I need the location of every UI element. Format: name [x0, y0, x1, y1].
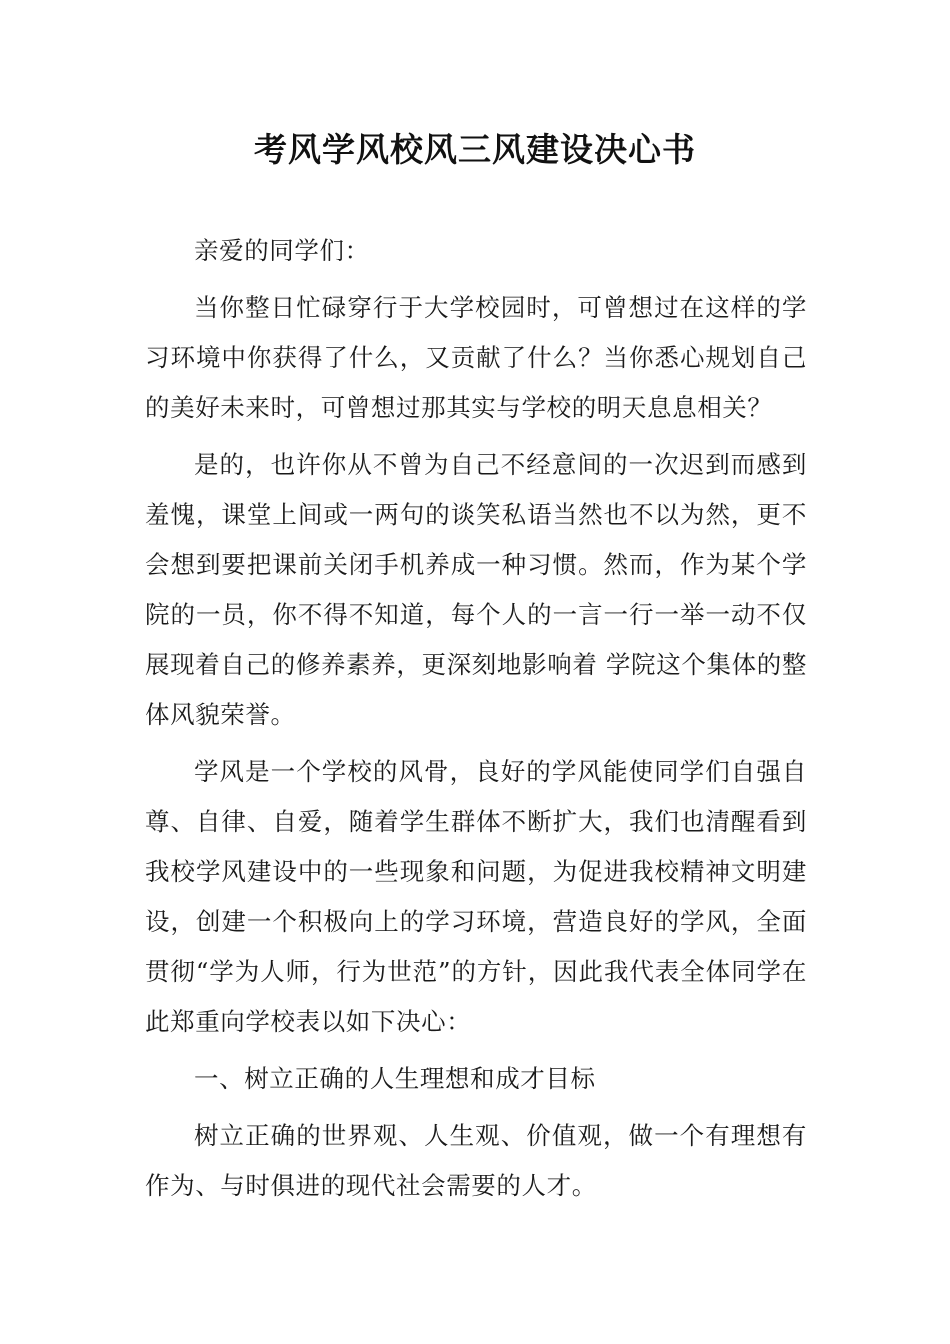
salutation: 亲爱的同学们： [194, 236, 370, 265]
document-title: 考风学风校风三风建设决心书 [254, 130, 696, 169]
paragraph-2: 是的，也许你从不曾为自己不经意间的一次迟到而感到羞愧，课堂上间或一两句的谈笑私语当然也不以为然，更不会想到要把课前关闭手机养成一种习惯。然而，作为某个学院的一员，你不得不知道，每个人的一言一行一举一动不仅展现着自己的修养素养，更深刻地影响着 学院这个集体的整体风貌荣誉。 [145, 450, 807, 729]
paragraph-3: 学风是一个学校的风骨，良好的学风能使同学们自强自尊、自律、自爱，随着学生群体不断扩大，我们也清醒看到我校学风建设中的一些现象和问题，为促进我校精神文明建设，创建一个积极向上的学习环境，营造良好的学风，全面贯彻“学为人师，行为世范”的方针，因此我代表全体同学在此郑重向学校表以如下决心： [145, 757, 807, 1036]
section-heading-1: 一、树立正确的人生理想和成才目标 [194, 1064, 596, 1093]
document-body [145, 226, 807, 1218]
paragraph-4: 树立正确的世界观、人生观、价值观，做一个有理想有作为、与时俱进的现代社会需要的人才。 [145, 1121, 807, 1200]
paragraph-1: 当你整日忙碌穿行于大学校园时，可曾想过在这样的学习环境中你获得了什么，又贡献了什么？当你悉心规划自己的美好未来时，可曾想过那其实与学校的明天息息相关？ [145, 293, 807, 422]
